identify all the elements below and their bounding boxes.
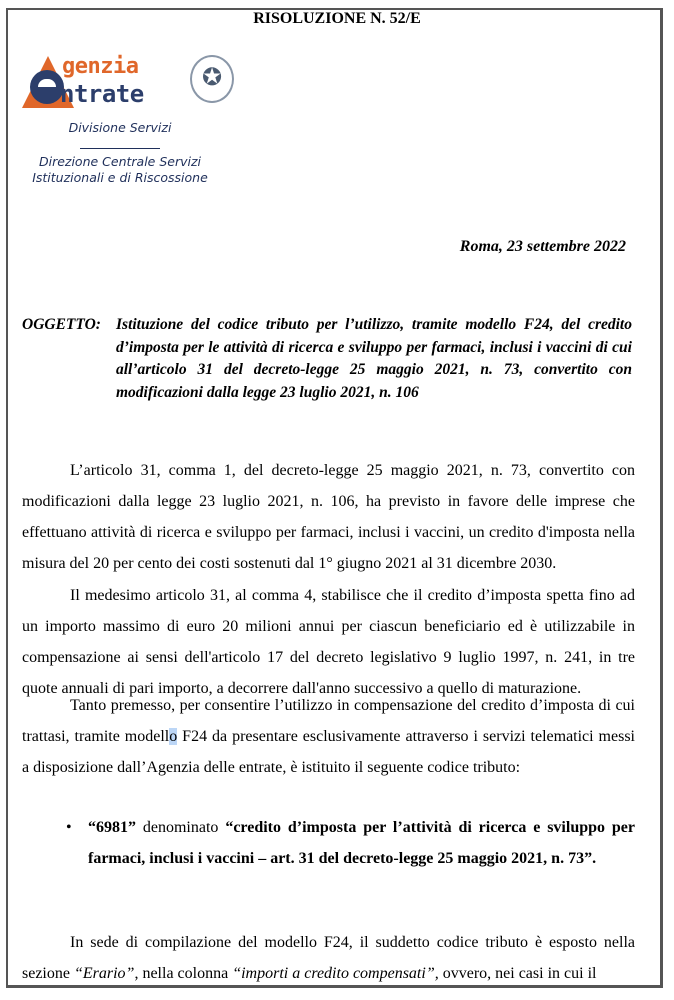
emblem-star-glyph: ✪ — [201, 63, 223, 91]
directorate-line-1: Direzione Centrale Servizi — [38, 154, 202, 169]
paragraph-4-part-1: In sede di compilazione del modello F24, il suddetto codice tributo è esposto nella sezione — [22, 934, 635, 982]
list-item-tax-code[interactable] — [66, 812, 635, 874]
paragraph-3-text-before: Tanto premesso, per consentire l’utilizzo in compensazione del credito d’imposta di cui trattasi, tramite modell — [22, 697, 635, 745]
italian-republic-emblem-icon — [190, 55, 234, 103]
tax-code: “6981” — [88, 819, 136, 836]
section-name: “Erario” — [73, 965, 135, 982]
logo-word-entrate: ntrate — [60, 80, 144, 108]
logo-word-agenzia: genzia — [62, 54, 139, 79]
logo-e-shape-icon — [30, 70, 64, 104]
column-name: “importi a credito compensati”, — [232, 965, 439, 982]
division-divider — [80, 148, 160, 149]
subject-label: OGGETTO: — [22, 316, 101, 333]
division-name: Divisione Servizi — [68, 120, 172, 135]
subject-block — [22, 314, 632, 404]
document-date: Roma, 23 settembre 2022 — [459, 238, 626, 255]
bullet-icon: • — [66, 819, 72, 836]
paragraph-4-part-2: , nella colonna — [134, 965, 233, 982]
text-selection[interactable]: o — [169, 728, 178, 745]
paragraph-4[interactable] — [22, 927, 635, 989]
paragraph-1[interactable] — [22, 455, 635, 579]
paragraph-2[interactable] — [22, 580, 635, 704]
paragraph-4-part-3: ovvero, nei casi in cui il — [438, 965, 597, 982]
subject-text: Istituzione del codice tributo per l’utilizzo, tramite modello F24, del credito d’imposta per le attività di ricerca e sviluppo per farmaci, inclusi i vaccini di cui all’articolo 31 del decreto-legge 25 maggio 2021, n. 73, convertito con modificazioni dalla legge 23 luglio 2021, n. 106 — [116, 316, 632, 401]
document-title: RISOLUZIONE N. 52/E — [253, 10, 421, 27]
paragraph-1-text: L’articolo 31, comma 1, del decreto-legge 25 maggio 2021, n. 73, convertito con modificazioni dalla legge 23 luglio 2021, n. 106, ha previsto in favore delle imprese che effettuano attività di ricerca e sviluppo per farmaci, inclusi i vaccini, un credito d'imposta nella misura del 20 per cento dei costi sostenuti dal 1° giugno 2021 al 31 dicembre 2030. — [22, 462, 635, 572]
tax-code-description: “credito d’imposta per l’attività di ricerca e sviluppo per farmaci, inclusi i vaccini – art. 31 del decreto-legge 25 maggio 2021, n. 73”. — [88, 819, 635, 867]
directorate-line-2: Istituzionali e di Riscossione — [32, 170, 208, 185]
paragraph-3-text-after: F24 da presentare esclusivamente attraverso i servizi telematici messi a disposizione dall’Agenzia delle entrate, è istituito il seguente codice tributo: — [22, 728, 636, 776]
paragraph-3[interactable] — [22, 690, 635, 783]
bullet-connector: denominato — [136, 819, 226, 836]
paragraph-2-text: Il medesimo articolo 31, al comma 4, stabilisce che il credito d’imposta spetta fino ad un importo massimo di euro 20 milioni annui per ciascun beneficiario ed è utilizzabile in compensazione ai sensi dell'articolo 17 del decreto legislativo 9 luglio 1997, n. 241, in tre quote annuali di pari importo, a decorrere dall'anno successivo a quello di maturazione. — [22, 587, 635, 697]
